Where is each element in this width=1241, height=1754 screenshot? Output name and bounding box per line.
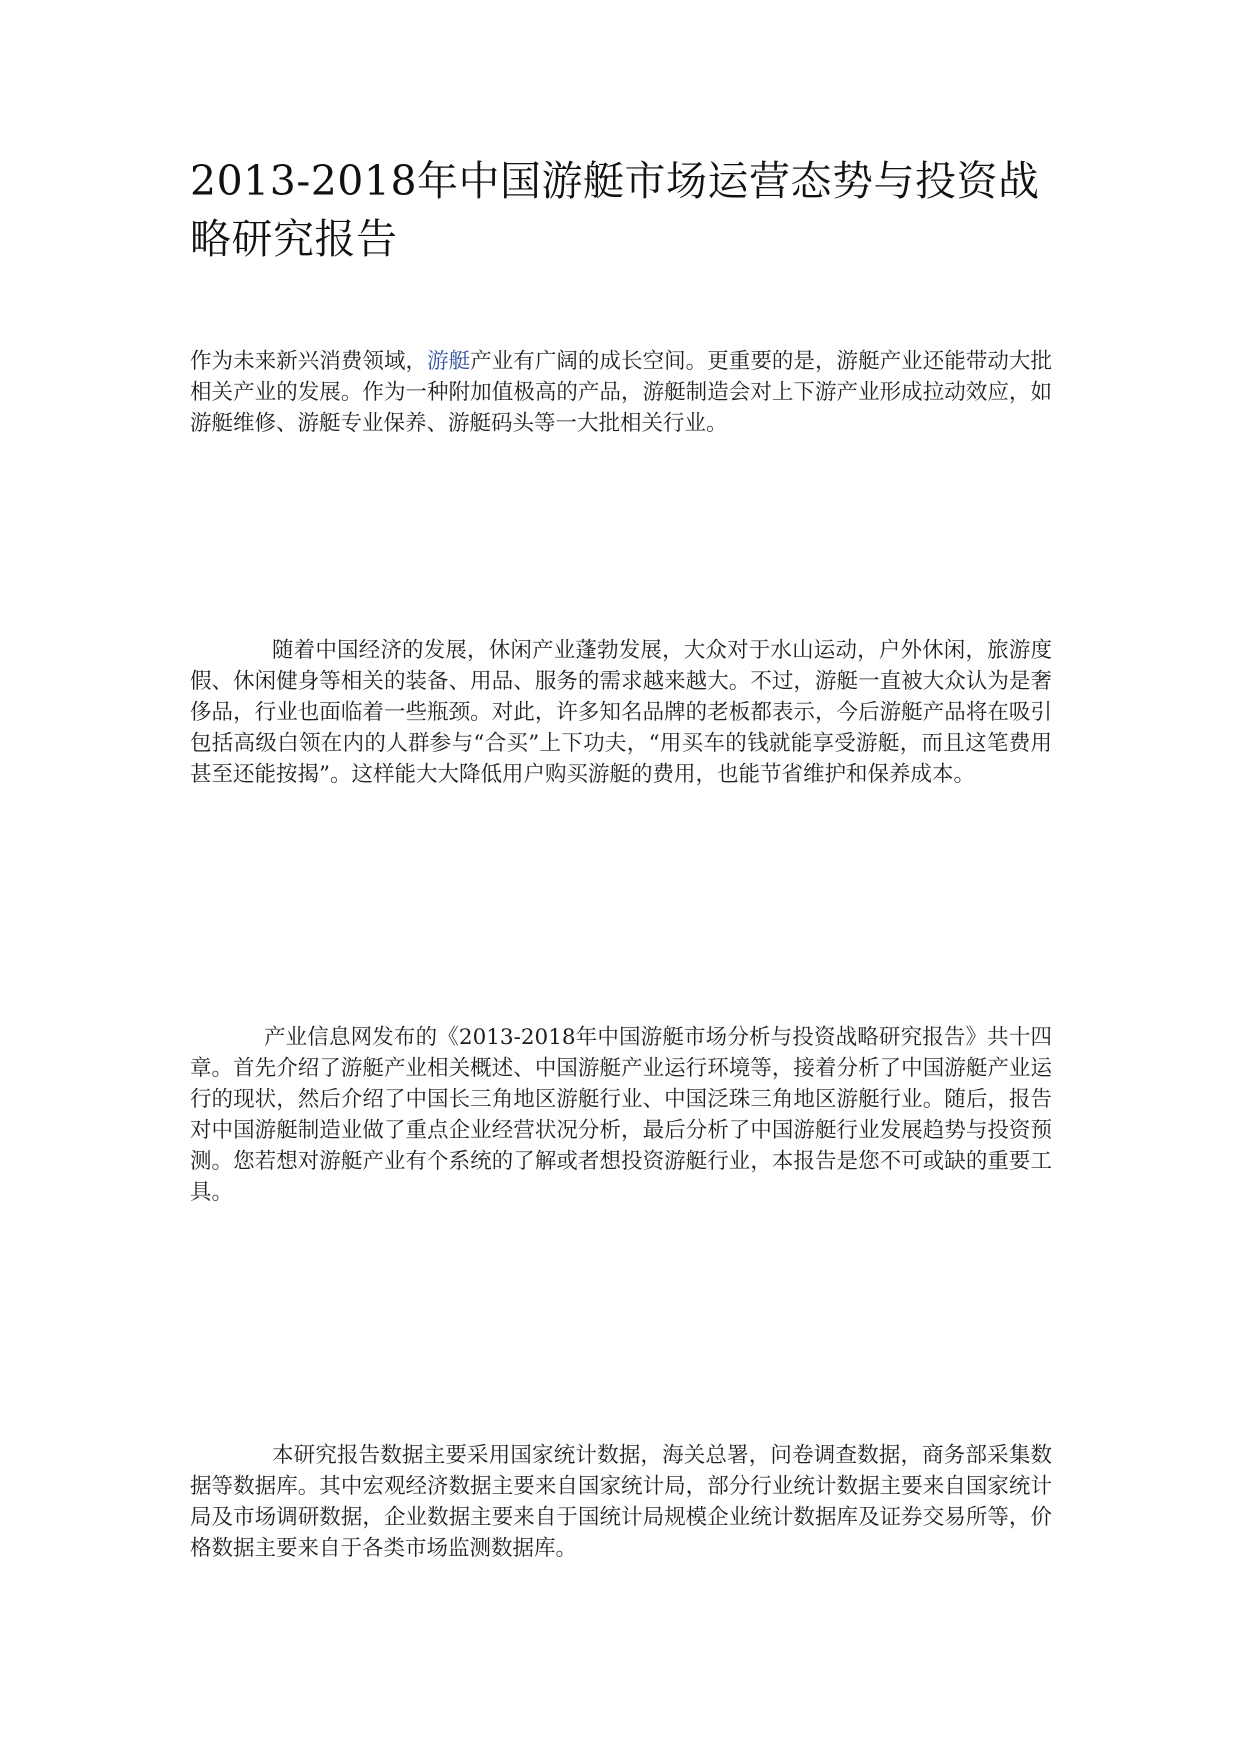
yacht-link[interactable]: 游艇 bbox=[427, 349, 471, 374]
intro-paragraph bbox=[190, 346, 1052, 439]
intro-text-end: 产业有广阔的成长空间。更重要的是，游艇产业还能带动大批相关产业的发展。作为一种附加值极高的产品，游艇制造会对上下游产业形成拉动效应，如游艇维修、游艇专业保养、游艇码头等一大批相关行业。 bbox=[190, 349, 1052, 436]
report-summary-paragraph: 产业信息网发布的《2013-2018年中国游艇市场分析与投资战略研究报告》共十四章。首先介绍了游艇产业相关概述、中国游艇产业运行环境等，接着分析了中国游艇产业运行的现状，然后介绍了中国长三角地区游艇行业、中国泛珠三角地区游艇行业。随后，报告对中国游艇制造业做了重点企业经营状况分析，最后分析了中国游艇行业发展趋势与投资预测。您若想对游艇产业有个系统的了解或者想投资游艇行业，本报告是您不可或缺的重要工具。 bbox=[190, 1025, 1052, 1205]
data-source-paragraph: 本研究报告数据主要采用国家统计数据，海关总署，问卷调查数据，商务部采集数据等数据库。其中宏观经济数据主要来自国家统计局，部分行业统计数据主要来自国家统计局及市场调研数据，企业数据主要来自于国统计局规模企业统计数据库及证券交易所等，价格数据主要来自于各类市场监测数据库。 bbox=[190, 1443, 1052, 1561]
intro-text-start: 作为未来新兴消费领域， bbox=[190, 349, 428, 374]
document-title: 2013-2018年中国游艇市场运营态势与投资战略研究报告 bbox=[190, 157, 1040, 263]
market-paragraph: 随着中国经济的发展，休闲产业蓬勃发展，大众对于水山运动，户外休闲，旅游度假、休闲健身等相关的装备、用品、服务的需求越来越大。不过，游艇一直被大众认为是奢侈品，行业也面临着一些瓶颈。对此，许多知名品牌的老板都表示，今后游艇产品将在吸引包括高级白领在内的人群参与“合买”上下功夫，“用买车的钱就能享受游艇，而且这笔费用甚至还能按揭”。这样能大大降低用户购买游艇的费用，也能节省维护和保养成本。 bbox=[190, 638, 1052, 787]
